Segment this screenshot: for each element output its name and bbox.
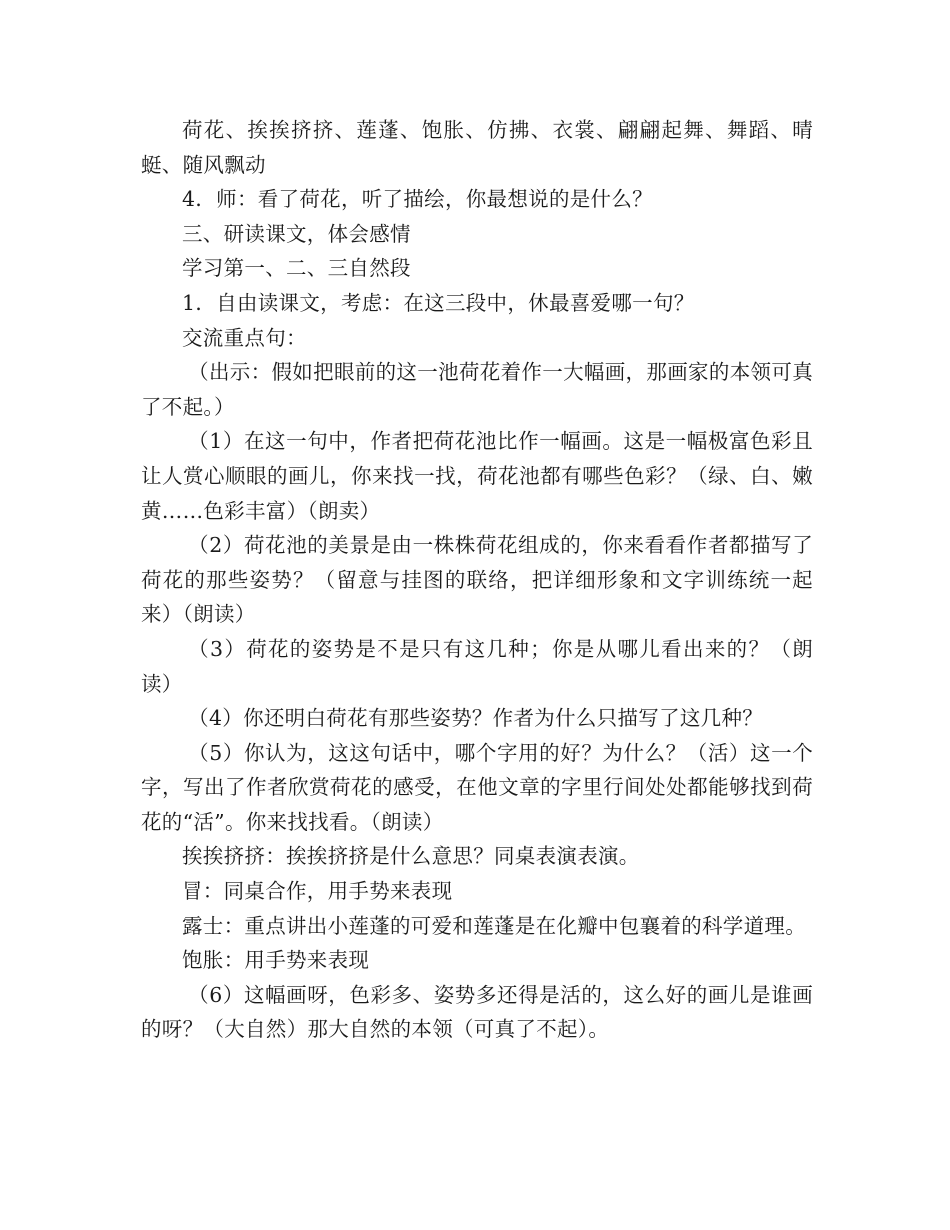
point-1: （1）在这一句中，作者把荷花池比作一幅画。这是一幅极富色彩且让人赏心顺眼的画儿，你来找一找，荷花池都有哪些色彩？（绿、白、嫩黄……色彩丰富）（朗卖） [141, 429, 813, 523]
word-study-baozhang: 饱胀：用手势来表现 [182, 948, 370, 973]
key-sentence: （出示：假如把眼前的这一池荷花着作一大幅画，那画家的本领可真了不起。） [141, 360, 813, 419]
reading-task: 1．自由读课文，考虑：在这三段中，休最喜爱哪一句？ [182, 290, 695, 315]
point-4: （4）你还明白荷花有那些姿势？作者为什么只描写了这几种？ [188, 706, 764, 731]
vocabulary-list: 荷花、挨挨挤挤、莲蓬、饱胀、仿拂、衣裳、翩翩起舞、舞蹈、晴蜓、随风飘动 [141, 118, 813, 177]
point-6: （6）这幅画呀，色彩多、姿势多还得是活的，这么好的画儿是谁画的呀？（大自然）那大自然的本领（可真了不起）。 [141, 982, 813, 1042]
teacher-question: 4．师：看了荷花，听了描绘，你最想说的是什么？ [182, 187, 653, 212]
word-study-aiai-jiji: 挨挨挤挤：挨挨挤挤是什么意思？同桌表演表演。 [182, 844, 640, 869]
discussion-label: 交流重点句： [182, 325, 307, 350]
point-5: （5）你认为，这这句话中，哪个字用的好？为什么？（活）这一个字，写出了作者欣赏荷花的感受，在他文章的字里行间处处都能够找到荷花的“活”。你来找找看。（朗读） [141, 740, 813, 834]
point-3: （3）荷花的姿势是不是只有这几种；你是从哪儿看出来的？（朗读） [141, 636, 813, 696]
word-study-lu: 露士：重点讲出小莲蓬的可爱和莲蓬是在化瓣中包襄着的科学道理。 [182, 913, 806, 938]
document-page [141, 113, 813, 1047]
point-2: （2）荷花池的美景是由一株株荷花组成的，你来看看作者都描写了荷花的那些姿势？（留意与挂图的联络，把详细形象和文字训练统一起来）（朗读） [141, 533, 813, 627]
word-study-mao: 冒：同桌合作，用手势来表现 [182, 879, 453, 904]
subsection-heading: 学习第一、二、三自然段 [182, 256, 411, 281]
section-heading: 三、研读课文，体会感情 [182, 221, 411, 246]
